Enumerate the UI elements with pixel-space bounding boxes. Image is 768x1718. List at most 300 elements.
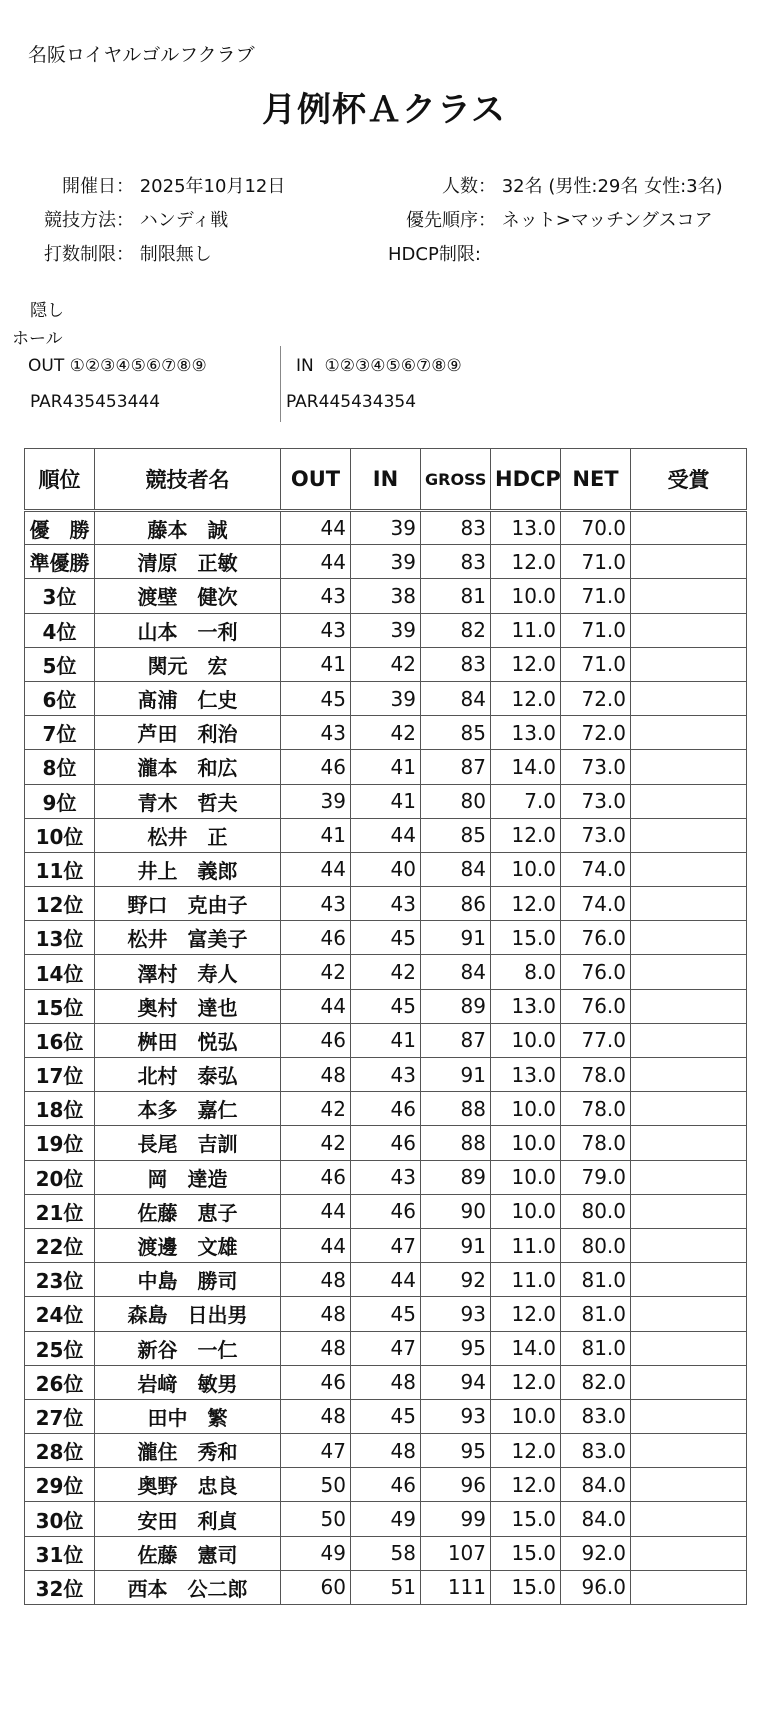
- gross-cell: 93: [421, 1399, 491, 1433]
- info-priority: [390, 206, 713, 232]
- out-par-4: 4: [95, 392, 106, 412]
- out-cell: 50: [281, 1502, 351, 1536]
- out-cell: 46: [281, 1365, 351, 1399]
- net-cell: 76.0: [561, 955, 631, 989]
- gross-cell: 88: [421, 1092, 491, 1126]
- hidden-hole-label-2: ホール: [12, 329, 63, 349]
- table-row: [25, 1297, 747, 1331]
- net-cell: 71.0: [561, 545, 631, 579]
- hdcp-cell: 12.0: [491, 1468, 561, 1502]
- net-cell: 83.0: [561, 1399, 631, 1433]
- method-value: ハンディ戦: [139, 210, 229, 231]
- net-cell: 81.0: [561, 1297, 631, 1331]
- out-cell: 46: [281, 921, 351, 955]
- name-cell: 西本 公二郎: [95, 1570, 281, 1604]
- table-row: [25, 1160, 747, 1194]
- net-cell: 81.0: [561, 1331, 631, 1365]
- in-cell: 46: [351, 1126, 421, 1160]
- out-par-5: 5: [105, 392, 117, 412]
- in-par-5: 3: [361, 392, 373, 412]
- name-cell: 澤村 寿人: [95, 955, 281, 989]
- info-count: [390, 172, 723, 198]
- in-cell: 44: [351, 1263, 421, 1297]
- rank-cell: 29位: [25, 1468, 95, 1502]
- out-cell: 50: [281, 1468, 351, 1502]
- award-cell: [631, 1331, 747, 1365]
- out-cell: 48: [281, 1058, 351, 1092]
- net-cell: 84.0: [561, 1468, 631, 1502]
- net-cell: 76.0: [561, 921, 631, 955]
- table-row: [25, 1126, 747, 1160]
- name-cell: 藤本 誠: [95, 511, 281, 545]
- in-cell: 42: [351, 647, 421, 681]
- gross-cell: 84: [421, 852, 491, 886]
- hdcp-cell: 12.0: [491, 545, 561, 579]
- table-row: [25, 716, 747, 750]
- award-cell: [631, 1536, 747, 1570]
- table-header-row: [25, 449, 747, 511]
- table-row: [25, 1263, 747, 1297]
- in-cell: 39: [351, 545, 421, 579]
- rank-cell: 26位: [25, 1365, 95, 1399]
- rank-cell: 9位: [25, 784, 95, 818]
- name-cell: 森島 日出男: [95, 1297, 281, 1331]
- name-cell: 野口 克由子: [95, 887, 281, 921]
- out-par-1: 4: [62, 392, 74, 412]
- rank-cell: 15位: [25, 989, 95, 1023]
- rank-cell: 19位: [25, 1126, 95, 1160]
- gross-cell: 95: [421, 1434, 491, 1468]
- out-cell: 42: [281, 1126, 351, 1160]
- count-label: 人数：: [442, 176, 496, 197]
- award-cell: [631, 1228, 747, 1262]
- in-cell: 49: [351, 1502, 421, 1536]
- priority-label: 優先順序：: [406, 210, 496, 231]
- net-cell: 74.0: [561, 852, 631, 886]
- name-cell: 桝田 悦弘: [95, 1023, 281, 1057]
- award-cell: [631, 1570, 747, 1604]
- out-cell: 47: [281, 1434, 351, 1468]
- header-net: NET: [561, 449, 631, 511]
- name-cell: 長尾 吉訓: [95, 1126, 281, 1160]
- results-table: [24, 448, 747, 1605]
- hdcp-cell: 10.0: [491, 579, 561, 613]
- name-cell: 田中 繁: [95, 1399, 281, 1433]
- hdcp-cell: 10.0: [491, 1194, 561, 1228]
- method-label: 競技方法：: [44, 210, 134, 231]
- net-cell: 76.0: [561, 989, 631, 1023]
- in-cell: 47: [351, 1331, 421, 1365]
- name-cell: 新谷 一仁: [95, 1331, 281, 1365]
- info-hdcp-limit: [388, 240, 481, 266]
- gross-cell: 80: [421, 784, 491, 818]
- out-par-9: 4: [149, 392, 161, 412]
- hdcp-cell: 15.0: [491, 921, 561, 955]
- name-cell: 佐藤 恵子: [95, 1194, 281, 1228]
- table-row: [25, 989, 747, 1023]
- table-row: [25, 1468, 747, 1502]
- rank-cell: 11位: [25, 852, 95, 886]
- net-cell: 73.0: [561, 818, 631, 852]
- award-cell: [631, 955, 747, 989]
- name-cell: 髙浦 仁史: [95, 681, 281, 715]
- name-cell: 瀧本 和広: [95, 750, 281, 784]
- in-cell: 39: [351, 613, 421, 647]
- in-cell: 45: [351, 921, 421, 955]
- net-cell: 78.0: [561, 1126, 631, 1160]
- header-gross: GROSS: [421, 449, 491, 511]
- table-row: [25, 681, 747, 715]
- gross-cell: 82: [421, 613, 491, 647]
- par-label-out: PAR: [30, 392, 63, 412]
- gross-cell: 111: [421, 1570, 491, 1604]
- name-cell: 瀧住 秀和: [95, 1434, 281, 1468]
- out-cell: 44: [281, 989, 351, 1023]
- name-cell: 松井 富美子: [95, 921, 281, 955]
- gross-cell: 83: [421, 511, 491, 545]
- out-cell: 49: [281, 1536, 351, 1570]
- rank-cell: 25位: [25, 1331, 95, 1365]
- header-name: 競技者名: [95, 449, 281, 511]
- hdcp-cell: 8.0: [491, 955, 561, 989]
- table-row: [25, 818, 747, 852]
- out-par-row: [30, 392, 160, 412]
- table-row: [25, 1092, 747, 1126]
- rank-cell: 14位: [25, 955, 95, 989]
- gross-cell: 83: [421, 545, 491, 579]
- rank-cell: 5位: [25, 647, 95, 681]
- award-cell: [631, 1126, 747, 1160]
- rank-cell: 18位: [25, 1092, 95, 1126]
- in-cell: 43: [351, 1058, 421, 1092]
- name-cell: 奥村 達也: [95, 989, 281, 1023]
- in-cell: 48: [351, 1365, 421, 1399]
- name-cell: 北村 泰弘: [95, 1058, 281, 1092]
- hdcp-cell: 15.0: [491, 1536, 561, 1570]
- rank-cell: 28位: [25, 1434, 95, 1468]
- table-row: [25, 1502, 747, 1536]
- rank-cell: 23位: [25, 1263, 95, 1297]
- header-hdcp: HDCP: [491, 449, 561, 511]
- hdcp-limit-label: HDCP制限:: [388, 244, 481, 265]
- table-row: [25, 1434, 747, 1468]
- gross-cell: 95: [421, 1331, 491, 1365]
- in-cell: 45: [351, 989, 421, 1023]
- award-cell: [631, 989, 747, 1023]
- rank-cell: 20位: [25, 1160, 95, 1194]
- award-cell: [631, 1092, 747, 1126]
- rank-cell: 10位: [25, 818, 95, 852]
- hdcp-cell: 12.0: [491, 647, 561, 681]
- in-label: IN: [296, 356, 314, 376]
- hdcp-cell: 14.0: [491, 750, 561, 784]
- club-name: 名阪ロイヤルゴルフクラブ: [28, 44, 255, 66]
- table-row: [25, 1399, 747, 1433]
- table-row: [25, 887, 747, 921]
- net-cell: 80.0: [561, 1194, 631, 1228]
- rank-cell: 7位: [25, 716, 95, 750]
- award-cell: [631, 647, 747, 681]
- out-par-3: 5: [84, 392, 96, 412]
- gross-cell: 89: [421, 989, 491, 1023]
- out-cell: 44: [281, 1228, 351, 1262]
- award-cell: [631, 716, 747, 750]
- rank-cell: 27位: [25, 1399, 95, 1433]
- out-hole-numbers: ①②③④⑤⑥⑦⑧⑨: [69, 356, 207, 376]
- table-row: [25, 955, 747, 989]
- rank-cell: 8位: [25, 750, 95, 784]
- hdcp-cell: 12.0: [491, 1434, 561, 1468]
- out-cell: 43: [281, 613, 351, 647]
- name-cell: 渡壁 健次: [95, 579, 281, 613]
- out-cell: 46: [281, 1160, 351, 1194]
- in-cell: 40: [351, 852, 421, 886]
- net-cell: 74.0: [561, 887, 631, 921]
- award-cell: [631, 545, 747, 579]
- gross-cell: 88: [421, 1126, 491, 1160]
- rank-cell: 4位: [25, 613, 95, 647]
- in-cell: 41: [351, 750, 421, 784]
- in-cell: 43: [351, 1160, 421, 1194]
- award-cell: [631, 1263, 747, 1297]
- award-cell: [631, 1365, 747, 1399]
- rank-cell: 12位: [25, 887, 95, 921]
- rank-cell: 30位: [25, 1502, 95, 1536]
- gross-cell: 91: [421, 921, 491, 955]
- gross-cell: 81: [421, 579, 491, 613]
- hidden-hole-label-1: 隠し: [30, 301, 64, 321]
- gross-cell: 91: [421, 1228, 491, 1262]
- net-cell: 73.0: [561, 750, 631, 784]
- header-in: IN: [351, 449, 421, 511]
- out-cell: 44: [281, 852, 351, 886]
- rank-cell: 24位: [25, 1297, 95, 1331]
- out-cell: 42: [281, 1092, 351, 1126]
- holes-divider: [280, 346, 281, 422]
- hdcp-cell: 10.0: [491, 852, 561, 886]
- in-par-9: 4: [405, 392, 417, 412]
- hdcp-cell: 10.0: [491, 1092, 561, 1126]
- award-cell: [631, 1434, 747, 1468]
- gross-cell: 89: [421, 1160, 491, 1194]
- net-cell: 73.0: [561, 784, 631, 818]
- gross-cell: 107: [421, 1536, 491, 1570]
- in-cell: 51: [351, 1570, 421, 1604]
- name-cell: 青木 哲夫: [95, 784, 281, 818]
- in-cell: 48: [351, 1434, 421, 1468]
- results-body: [25, 511, 747, 1605]
- hdcp-cell: 10.0: [491, 1023, 561, 1057]
- gross-cell: 91: [421, 1058, 491, 1092]
- out-par-7: 4: [127, 392, 139, 412]
- gross-cell: 99: [421, 1502, 491, 1536]
- hdcp-cell: 15.0: [491, 1502, 561, 1536]
- in-par-3: 5: [340, 392, 352, 412]
- rank-cell: 13位: [25, 921, 95, 955]
- name-cell: 中島 勝司: [95, 1263, 281, 1297]
- in-cell: 43: [351, 887, 421, 921]
- in-cell: 58: [351, 1536, 421, 1570]
- net-cell: 71.0: [561, 647, 631, 681]
- name-cell: 芦田 利治: [95, 716, 281, 750]
- hdcp-cell: 11.0: [491, 1228, 561, 1262]
- name-cell: 松井 正: [95, 818, 281, 852]
- name-cell: 山本 一利: [95, 613, 281, 647]
- award-cell: [631, 887, 747, 921]
- table-row: [25, 750, 747, 784]
- net-cell: 70.0: [561, 511, 631, 545]
- hdcp-cell: 13.0: [491, 1058, 561, 1092]
- date-value: 2025年10月12日: [139, 176, 286, 197]
- in-par-8: 5: [394, 392, 406, 412]
- net-cell: 81.0: [561, 1263, 631, 1297]
- hdcp-cell: 14.0: [491, 1331, 561, 1365]
- name-cell: 岡 達造: [95, 1160, 281, 1194]
- award-cell: [631, 921, 747, 955]
- out-cell: 45: [281, 681, 351, 715]
- out-cell: 44: [281, 511, 351, 545]
- in-holes-row: [296, 356, 462, 376]
- table-row: [25, 1570, 747, 1604]
- header-rank: 順位: [25, 449, 95, 511]
- count-value: 32名 (男性:29名 女性:3名): [501, 176, 723, 197]
- table-row: [25, 579, 747, 613]
- out-cell: 48: [281, 1399, 351, 1433]
- out-label: OUT: [28, 356, 65, 376]
- award-cell: [631, 1160, 747, 1194]
- award-cell: [631, 579, 747, 613]
- award-cell: [631, 1023, 747, 1057]
- gross-cell: 84: [421, 955, 491, 989]
- info-method: [28, 206, 228, 232]
- net-cell: 82.0: [561, 1365, 631, 1399]
- in-cell: 46: [351, 1092, 421, 1126]
- name-cell: 清原 正敏: [95, 545, 281, 579]
- hdcp-cell: 15.0: [491, 1570, 561, 1604]
- net-cell: 84.0: [561, 1502, 631, 1536]
- net-cell: 72.0: [561, 681, 631, 715]
- date-label: 開催日：: [62, 176, 134, 197]
- award-cell: [631, 818, 747, 852]
- hdcp-cell: 11.0: [491, 1263, 561, 1297]
- name-cell: 本多 嘉仁: [95, 1092, 281, 1126]
- out-par-6: 3: [116, 392, 128, 412]
- gross-cell: 94: [421, 1365, 491, 1399]
- gross-cell: 93: [421, 1297, 491, 1331]
- in-cell: 42: [351, 716, 421, 750]
- hdcp-cell: 13.0: [491, 511, 561, 545]
- net-cell: 92.0: [561, 1536, 631, 1570]
- hdcp-cell: 12.0: [491, 681, 561, 715]
- net-cell: 79.0: [561, 1160, 631, 1194]
- table-row: [25, 1228, 747, 1262]
- rank-cell: 優 勝: [25, 511, 95, 545]
- table-row: [25, 1194, 747, 1228]
- in-cell: 38: [351, 579, 421, 613]
- table-row: [25, 1023, 747, 1057]
- out-cell: 48: [281, 1331, 351, 1365]
- net-cell: 71.0: [561, 613, 631, 647]
- hdcp-cell: 12.0: [491, 887, 561, 921]
- table-row: [25, 545, 747, 579]
- name-cell: 佐藤 憲司: [95, 1536, 281, 1570]
- hdcp-cell: 13.0: [491, 989, 561, 1023]
- in-cell: 39: [351, 681, 421, 715]
- in-par-2: 4: [329, 392, 341, 412]
- name-cell: 奥野 忠良: [95, 1468, 281, 1502]
- header-out: OUT: [281, 449, 351, 511]
- award-cell: [631, 511, 747, 545]
- rank-cell: 17位: [25, 1058, 95, 1092]
- table-row: [25, 647, 747, 681]
- out-cell: 43: [281, 579, 351, 613]
- in-cell: 39: [351, 511, 421, 545]
- in-cell: 45: [351, 1399, 421, 1433]
- out-cell: 42: [281, 955, 351, 989]
- hdcp-cell: 11.0: [491, 613, 561, 647]
- hdcp-cell: 12.0: [491, 1297, 561, 1331]
- info-limit: [28, 240, 212, 266]
- gross-cell: 96: [421, 1468, 491, 1502]
- net-cell: 77.0: [561, 1023, 631, 1057]
- award-cell: [631, 681, 747, 715]
- hdcp-cell: 7.0: [491, 784, 561, 818]
- out-cell: 43: [281, 887, 351, 921]
- rank-cell: 32位: [25, 1570, 95, 1604]
- gross-cell: 87: [421, 750, 491, 784]
- award-cell: [631, 784, 747, 818]
- out-cell: 39: [281, 784, 351, 818]
- in-par-6: 4: [372, 392, 384, 412]
- name-cell: 井上 義郎: [95, 852, 281, 886]
- priority-value: ネット>マッチングスコア: [501, 210, 713, 231]
- out-par-2: 3: [73, 392, 85, 412]
- out-cell: 46: [281, 750, 351, 784]
- award-cell: [631, 1058, 747, 1092]
- award-cell: [631, 852, 747, 886]
- net-cell: 72.0: [561, 716, 631, 750]
- out-cell: 48: [281, 1263, 351, 1297]
- award-cell: [631, 1399, 747, 1433]
- award-cell: [631, 1194, 747, 1228]
- out-cell: 41: [281, 818, 351, 852]
- hdcp-cell: 10.0: [491, 1160, 561, 1194]
- award-cell: [631, 613, 747, 647]
- header-award: 受賞: [631, 449, 747, 511]
- net-cell: 78.0: [561, 1058, 631, 1092]
- in-cell: 45: [351, 1297, 421, 1331]
- table-row: [25, 784, 747, 818]
- hdcp-cell: 13.0: [491, 716, 561, 750]
- in-cell: 44: [351, 818, 421, 852]
- name-cell: 岩﨑 敏男: [95, 1365, 281, 1399]
- hdcp-cell: 10.0: [491, 1399, 561, 1433]
- in-cell: 41: [351, 1023, 421, 1057]
- name-cell: 安田 利貞: [95, 1502, 281, 1536]
- net-cell: 96.0: [561, 1570, 631, 1604]
- out-cell: 41: [281, 647, 351, 681]
- out-cell: 48: [281, 1297, 351, 1331]
- out-par-8: 4: [138, 392, 150, 412]
- in-cell: 41: [351, 784, 421, 818]
- table-row: [25, 921, 747, 955]
- limit-value: 制限無し: [139, 244, 212, 265]
- gross-cell: 85: [421, 716, 491, 750]
- name-cell: 渡邊 文雄: [95, 1228, 281, 1262]
- rank-cell: 準優勝: [25, 545, 95, 579]
- table-row: [25, 1536, 747, 1570]
- award-cell: [631, 1468, 747, 1502]
